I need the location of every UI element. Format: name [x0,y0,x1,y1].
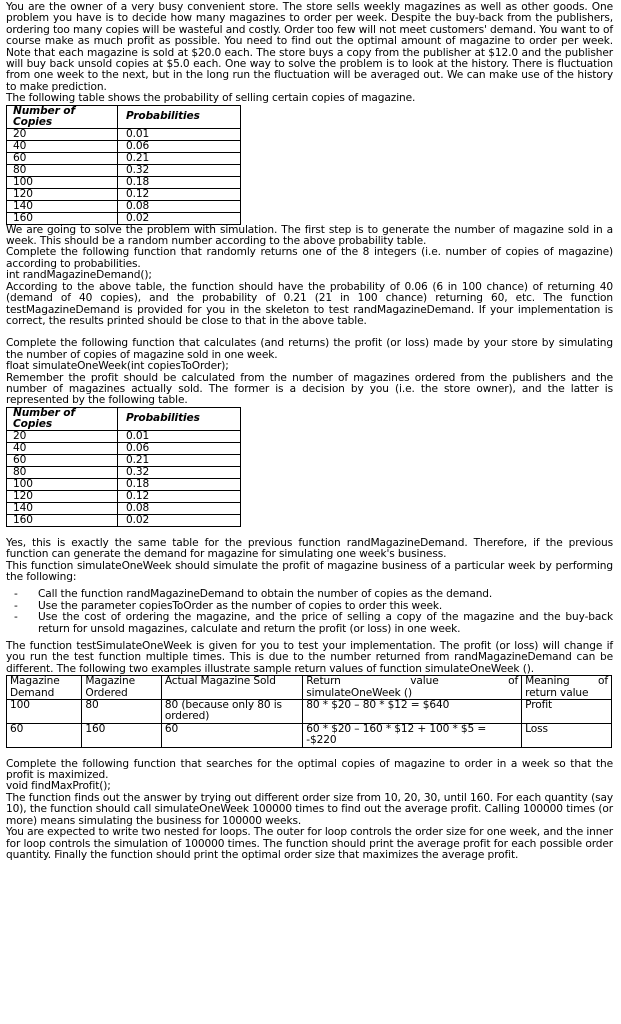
probability-cell: 0.01 [118,128,241,140]
according-paragraph: According to the above table, the function should have the probability of 0.06 (6 in 100 chance) of returning 40 (demand of 40 copies), and the probability of 0.21 (21 in 100 chance) returning 60, etc. The function testMagazineDemand is provided for you in the skeleton to test randMagazineDemand. If your implementation is correct, the results printed should be close to that in the above table. [6,280,613,327]
header-copies: Number of Copies [7,105,118,128]
copies-cell: 40 [7,140,118,152]
complete-paragraph-1: Complete the following function that randomly returns one of the 8 integers (i.e. number of copies of magazine) according to probabilities. [6,246,613,270]
header-demand: Magazine Demand [7,676,82,700]
table-row [7,212,241,224]
table-row [7,490,241,502]
table-row [7,200,241,212]
steps-list [6,589,613,635]
probability-cell: 0.02 [118,212,241,224]
probability-cell: 0.21 [118,152,241,164]
probability-cell: 0.21 [118,454,241,466]
table-row [7,164,241,176]
table-row [7,128,241,140]
expected-paragraph: You are expected to write two nested for loops. The outer for loop controls the order size for one week, and the inner for loop controls the simulation of 100000 times. The function should print the average profit for each possible order quantity. Finally the function should print the optimal order size that maximizes the average profit. [6,826,613,861]
probability-cell: 0.02 [118,514,241,526]
probability-cell: 0.18 [118,176,241,188]
copies-cell: 20 [7,430,118,442]
copies-cell: 120 [7,490,118,502]
probability-cell: 0.12 [118,490,241,502]
yes-paragraph: Yes, this is exactly the same table for the previous function randMagazineDemand. Therefore, if the previous function can generate the demand for magazine for simulating one week's business. [6,536,613,561]
table-row: 60 160 60 60 * $20 – 160 * $12 + 100 * $5 = -$220 Loss [7,723,612,747]
complete-paragraph-2: Complete the following function that calculates (and returns) the profit (or loss) made by your store by simulating the number of copies of magazine sold in one week. [6,337,613,361]
table-row [7,152,241,164]
table-row [7,454,241,466]
copies-cell: 80 [7,466,118,478]
probability-table-2-body [7,430,241,526]
list-item: - Call the function randMagazineDemand to obtain the number of copies as the demand. [14,589,613,600]
complete-paragraph-3: Complete the following function that searches for the optimal copies of magazine to order in a week so that the profit is maximized. [6,757,613,782]
simulation-paragraph: We are going to solve the problem with simulation. The first step is to generate the number of magazine sold in a week. This should be a random number according to the above probability table. [6,223,613,248]
table-row [7,514,241,526]
header-probabilities: Probabilities [118,105,241,128]
table-intro: The following table shows the probability of selling certain copies of magazine. [6,92,416,105]
table-row [7,502,241,514]
probability-cell: 0.18 [118,478,241,490]
probability-cell: 0.01 [118,430,241,442]
remember-paragraph: Remember the profit should be calculated from the number of magazines ordered from the publishers and the number of magazines actually sold. The former is a decision by you (i.e. the store owner), and the latter is represented by the following table. [6,371,613,407]
copies-cell: 140 [7,502,118,514]
function-signature-3: void findMaxProfit(); [6,780,111,793]
header-return: Return value of simulateOneWeek () [303,676,522,700]
table-row [7,176,241,188]
header-probabilities: Probabilities [118,407,241,430]
copies-cell: 120 [7,188,118,200]
copies-cell: 80 [7,164,118,176]
table-row [7,466,241,478]
probability-table-1-body [7,128,241,224]
copies-cell: 100 [7,176,118,188]
list-item: - Use the cost of ordering the magazine, and the price of selling a copy of the magazine and the buy-back return for unsold magazines, calculate and return the profit (or loss) in one week. [14,612,613,635]
finds-paragraph: The function finds out the answer by trying out different order size from 10, 20, 30, until 160. For each quantity (say 10), the function should call simulateOneWeek 100000 times to find out the average profit. Calling 100000 times (or more) means simulating the business for 100000 weeks. [6,791,613,827]
header-ordered: Magazine Ordered [82,676,161,700]
probability-table-1 [6,105,241,225]
table-row [7,478,241,490]
probability-cell: 0.32 [118,466,241,478]
probability-cell: 0.08 [118,502,241,514]
header-meaning: Meaning of return value [522,676,612,700]
function-signature-1: int randMagazineDemand(); [6,269,152,282]
table-row [7,140,241,152]
intro-paragraph: You are the owner of a very busy convenient store. The store sells weekly magazines as well as other goods. One problem you have is to decide how many magazines to order per week. Despite the buy-back from the publishers, ordering too many copies will be wasteful and costly. Order too few will not meet customers' demand. You want to of course make as much profit as possible. You need to find out the optimal amount of magazine to order per week. Note that each magazine is sold at $20.0 each. The store buys a copy from the publisher at $12.0 and the publisher will buy back unsold copies at $5.0 each. One way to solve the problem is to look at the history. There is fluctuation from one week to the next, but in the long run the fluctuation will be averaged out. We can make use of the history to make prediction. [6,1,613,93]
copies-cell: 140 [7,200,118,212]
list-item: - Use the parameter copiesToOrder as the number of copies to order this week. [14,601,613,612]
copies-cell: 60 [7,152,118,164]
copies-cell: 160 [7,212,118,224]
table-row [7,442,241,454]
probability-table-2 [6,407,241,527]
copies-cell: 100 [7,478,118,490]
function-signature-2: float simulateOneWeek(int copiesToOrder); [6,360,229,373]
copies-cell: 60 [7,454,118,466]
probability-cell: 0.32 [118,164,241,176]
table-row [7,430,241,442]
probability-cell: 0.08 [118,200,241,212]
table-row [7,188,241,200]
examples-table [6,675,612,747]
probability-cell: 0.06 [118,140,241,152]
copies-cell: 40 [7,442,118,454]
copies-cell: 160 [7,514,118,526]
header-sold: Actual Magazine Sold [161,676,302,700]
probability-cell: 0.12 [118,188,241,200]
copies-cell: 20 [7,128,118,140]
table-row: 100 80 80 (because only 80 is ordered) 80 * $20 – 80 * $12 = $640 Profit [7,700,612,724]
test-paragraph: The function testSimulateOneWeek is given for you to test your implementation. The profit (or loss) will change if you run the test function multiple times. This is due to the number returned from randMagazineDemand can be different. The following two examples illustrate sample return values of function simulateOneWeek (). [6,640,613,675]
this-function-paragraph: This function simulateOneWeek should simulate the profit of magazine business of a particular week by performing the following: [6,559,613,583]
header-copies: Number of Copies [7,407,118,430]
probability-cell: 0.06 [118,442,241,454]
